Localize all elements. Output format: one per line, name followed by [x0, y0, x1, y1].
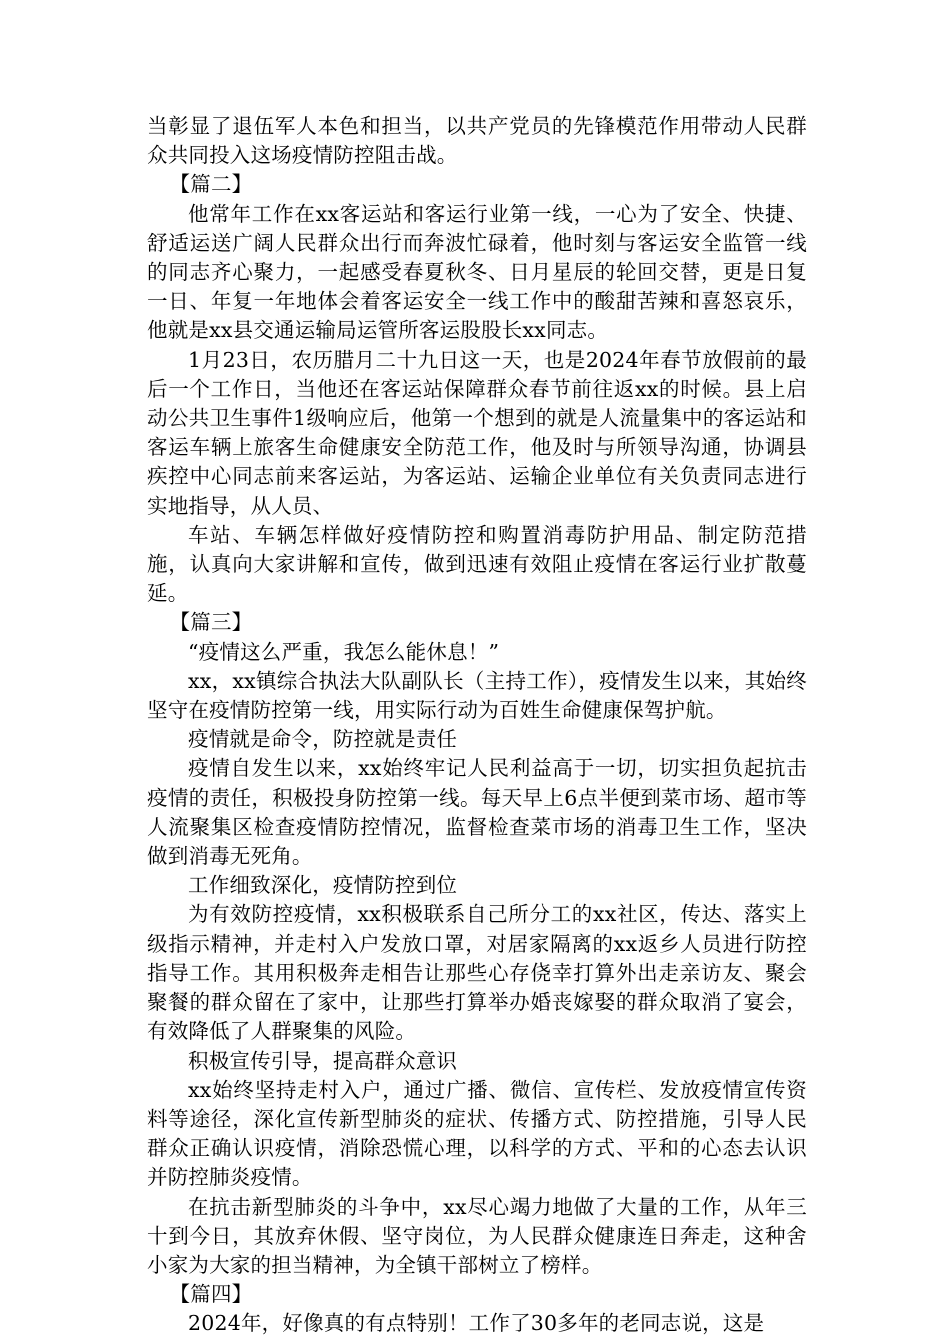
- section-heading-3: 【篇三】: [169, 610, 253, 635]
- paragraph: 车站、车辆怎样做好疫情防控和购置消毒防护用品、制定防范措施，认真向大家讲解和宣传，做到迅速有效阻止疫情在客运行业扩散蔓延。: [147, 522, 807, 606]
- paragraph: 为有效防控疫情，xx积极联系自己所分工的xx社区，传达、落实上级指示精神，并走村入户发放口罩，对居家隔离的xx返乡人员进行防控指导工作。其用积极奔走相告让那些心存侥幸打算外出走亲访友、聚会聚餐的群众留在了家中，让那些打算举办婚丧嫁娶的群众取消了宴会，有效降低了人群聚集的风险。: [147, 902, 807, 1044]
- paragraph: 他常年工作在xx客运站和客运行业第一线，一心为了安全、快捷、舒适运送广阔人民群众出行而奔波忙碌着，他时刻与客运安全监管一线的同志齐心聚力，一起感受春夏秋冬、日月星辰的轮回交替，更是日复一日、年复一年地体会着客运安全一线工作中的酸甜苦辣和喜怒哀乐，他就是xx县交通运输局运管所客运股股长xx同志。: [147, 201, 807, 343]
- subheading: 疫情就是命令，防控就是责任: [188, 727, 458, 752]
- paragraph-continuation: 当彰显了退伍军人本色和担当，以共产党员的先锋模范作用带动人民群众共同投入这场疫情防控阻击战。: [147, 114, 807, 168]
- paragraph: 1月23日，农历腊月二十九日这一天，也是2024年春节放假前的最后一个工作日，当他还在客运站保障群众春节前往返xx的时候。县上启动公共卫生事件1级响应后，他第一个想到的就是人流量集中的客运站和客运车辆上旅客生命健康安全防范工作，他及时与所领导沟通，协调县疾控中心同志前来客运站，为客运站、运输企业单位有关负责同志进行实地指导，从人员、: [147, 347, 807, 518]
- subheading: 积极宣传引导，提高群众意识: [188, 1048, 458, 1073]
- paragraph: 疫情自发生以来，xx始终牢记人民利益高于一切，切实担负起抗击疫情的责任，积极投身防控第一线。每天早上6点半便到菜市场、超市等人流聚集区检查疫情防控情况，监督检查菜市场的消毒卫生工作，坚决做到消毒无死角。: [147, 756, 807, 869]
- subheading: 工作细致深化，疫情防控到位: [188, 873, 458, 898]
- section-heading-4: 【篇四】: [169, 1282, 253, 1307]
- section-heading-2: 【篇二】: [169, 172, 253, 197]
- paragraph-quote: “疫情这么严重，我怎么能休息！”: [188, 639, 500, 664]
- paragraph: xx，xx镇综合执法大队副队长（主持工作），疫情发生以来，其始终坚守在疫情防控第一线，用实际行动为百姓生命健康保驾护航。: [147, 668, 807, 723]
- document-body: [147, 112, 807, 1339]
- paragraph: xx始终坚持走村入户，通过广播、微信、宣传栏、发放疫情宣传资料等途径，深化宣传新型肺炎的症状、传播方式、防控措施，引导人民群众正确认识疫情，消除恐慌心理，以科学的方式、平和的心态去认识并防控肺炎疫情。: [147, 1077, 807, 1190]
- paragraph: 在抗击新型肺炎的斗争中，xx尽心竭力地做了大量的工作，从年三十到今日，其放弃休假、坚守岗位，为人民群众健康连日奔走，这种舍小家为大家的担当精神，为全镇干部树立了榜样。: [147, 1194, 807, 1277]
- paragraph: 2024年，好像真的有点特别！工作了30多年的老同志说，这是: [188, 1311, 765, 1336]
